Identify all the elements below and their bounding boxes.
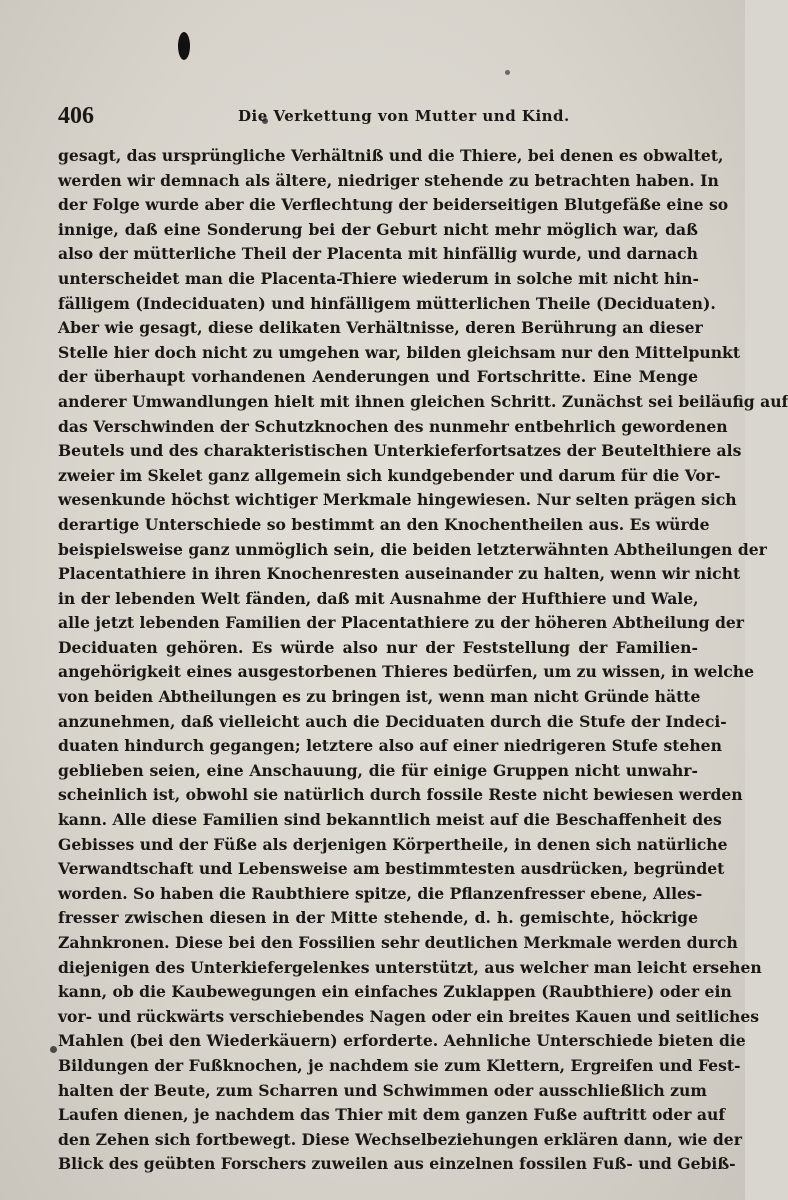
text-line: das Verschwinden der Schutzknochen des nunmehr entbehrlich gewordenen (58, 416, 728, 436)
text-line: diejenigen des Unterkiefergelenkes unterstützt, aus welcher man leicht ersehen (58, 957, 762, 977)
text-line: der Folge wurde aber die Verflechtung der beiderseitigen Blutgefäße eine so (58, 195, 729, 215)
text-line: scheinlich ist, obwohl sie natürlich durch fossile Reste nicht bewiesen werden (58, 785, 743, 805)
text-line: Zahnkronen. Diese bei den Fossilien sehr deutlichen Merkmale werden durch (58, 933, 738, 952)
text-line: anzunehmen, daß vielleicht auch die Deciduaten durch die Stufe der Indeci- (58, 711, 727, 731)
text-line: der überhaupt vorhandenen Aenderungen und Fortschritte. Eine Menge (58, 367, 698, 387)
text-line: Mahlen (bei den Wiederkäuern) erforderte. Aehnliche Unterschiede bieten die (58, 1031, 746, 1051)
page-number: 406 (58, 103, 94, 129)
text-line: kann. Alle diese Familien sind bekanntlich meist auf die Beschaffenheit des (58, 810, 722, 830)
text-line: gesagt, das ursprüngliche Verhältniß und die Thiere, bei denen es obwaltet, (58, 146, 724, 165)
text-line: in der lebenden Welt fänden, daß mit Ausnahme der Hufthiere und Wale, (58, 588, 699, 608)
running-head: Die Verkettung von Mutter und Kind. (238, 107, 570, 125)
text-line: unterscheidet man die Placenta-Thiere wiederum in solche mit nicht hin- (58, 268, 699, 288)
text-line: Beutels und des charakteristischen Unterkieferfortsatzes der Beutelthiere als (58, 441, 742, 461)
text-line: beispielsweise ganz unmöglich sein, die beiden letzterwähnten Abtheilungen der (58, 539, 767, 559)
text-line: fresser zwischen diesen in der Mitte stehende, d. h. gemischte, höckrige (58, 908, 698, 928)
text-line: vor- und rückwärts verschiebendes Nagen oder ein breites Kauen und seitliches (58, 1006, 760, 1026)
text-line: also der mütterliche Theil der Placenta mit hinfällig wurde, und darnach (58, 244, 698, 264)
text-line: halten der Beute, zum Scharren und Schwimmen oder ausschließlich zum (58, 1080, 707, 1100)
text-line: Bildungen der Fußknochen, je nachdem sie zum Klettern, Ergreifen und Fest- (58, 1055, 741, 1075)
text-line: wesenkunde höchst wichtiger Merkmale hingewiesen. Nur selten prägen sich (58, 490, 737, 510)
text-line: Deciduaten gehören. Es würde also nur der Feststellung der Familien- (58, 637, 698, 657)
text-line: alle jetzt lebenden Familien der Placentathiere zu der höheren Abtheilung der (58, 613, 745, 633)
text-line: Placentathiere in ihren Knochenresten auseinander zu halten, wenn wir nicht (58, 564, 741, 584)
text-line: von beiden Abtheilungen es zu bringen ist, wenn man nicht Gründe hätte (58, 687, 701, 707)
text-line: werden wir demnach als ältere, niedriger stehende zu betrachten haben. In (58, 170, 719, 190)
text-line: zweier im Skelet ganz allgemein sich kundgebender und darum für die Vor- (58, 465, 721, 485)
text-line: Gebisses und der Füße als derjenigen Körpertheile, in denen sich natürliche (58, 834, 728, 854)
text-line: Laufen dienen, je nachdem das Thier mit dem ganzen Fuße auftritt oder auf (58, 1105, 726, 1125)
text-line: Stelle hier doch nicht zu umgehen war, bilden gleichsam nur den Mittelpunkt (58, 342, 741, 362)
text-line: duaten hindurch gegangen; letztere also auf einer niedrigeren Stufe stehen (58, 736, 722, 756)
text-line: Blick des geübten Forschers zuweilen aus einzelnen fossilen Fuß- und Gebiß- (58, 1154, 736, 1174)
text-line: anderer Umwandlungen hielt mit ihnen gleichen Schritt. Zunächst sei beiläufig auf (58, 391, 788, 411)
text-line: geblieben seien, eine Anschauung, die für einige Gruppen nicht unwahr- (58, 760, 698, 780)
text-line: kann, ob die Kaubewegungen ein einfaches Zuklappen (Raubthiere) oder ein (58, 982, 732, 1002)
page-header (58, 103, 698, 133)
ink-blot (178, 32, 190, 60)
text-line: worden. So haben die Raubthiere spitze, die Pflanzenfresser ebene, Alles- (58, 883, 703, 903)
text-line: angehörigkeit eines ausgestorbenen Thieres bedürfen, um zu wissen, in welche (58, 662, 754, 682)
text-line: innige, daß eine Sonderung bei der Geburt nicht mehr möglich war, daß (58, 219, 698, 239)
ink-speck (50, 1046, 57, 1053)
text-line: Aber wie gesagt, diese delikaten Verhältnisse, deren Berührung an dieser (58, 318, 703, 338)
text-line: derartige Unterschiede so bestimmt an den Knochentheilen aus. Es würde (58, 514, 710, 534)
text-line: den Zehen sich fortbewegt. Diese Wechselbeziehungen erklären dann, wie der (58, 1129, 742, 1149)
text-line: Verwandtschaft und Lebensweise am bestimmtesten ausdrücken, begründet (58, 859, 725, 879)
ink-speck (505, 70, 510, 75)
text-line: fälligem (Indeciduaten) und hinfälligem mütterlichen Theile (Deciduaten). (58, 293, 716, 313)
body-text (58, 144, 788, 1177)
